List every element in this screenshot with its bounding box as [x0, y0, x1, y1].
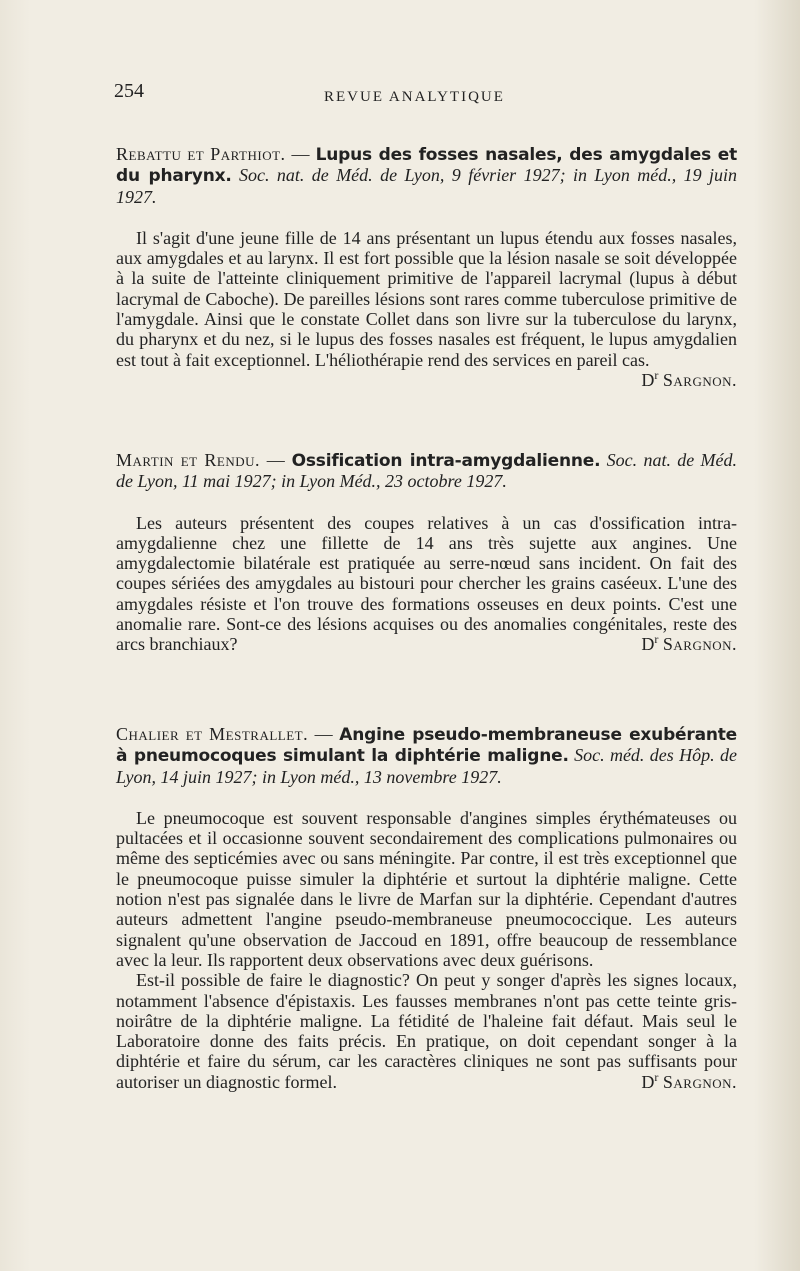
- article-body: [116, 227, 737, 390]
- page-shadow-right: [754, 0, 800, 1271]
- article-title: Ossification intra-amygdalienne.: [291, 451, 601, 471]
- article-signature: $D^r$ Sargnon.: [641, 367, 737, 390]
- article-title: Angine pseudo-membraneuse exubérante à pneumocoques simulant la diphtérie maligne.: [116, 725, 737, 767]
- article-authors: Martin et Rendu. —: [116, 450, 286, 470]
- article-reference: Soc. nat. de Méd. de Lyon, 9 février 1927; in Lyon méd., 19 juin 1927.: [116, 165, 737, 207]
- article-reference: Soc. nat. de Méd. de Lyon, 11 mai 1927; in Lyon Méd., 23 octobre 1927.: [116, 450, 738, 492]
- article-body: [116, 513, 737, 655]
- article-reference: Soc. méd. des Hôp. de Lyon, 14 juin 1927; in Lyon méd., 13 novembre 1927.: [116, 745, 738, 787]
- article-citation: [116, 724, 737, 787]
- article-body-text: Les auteurs présentent des coupes relatives à un cas d'ossification intra-amygdalienne chez une fillette de 14 ans très sujette aux angines. Une amygdalectomie bilatérale est pratiquée au serre-nœud sans incident. On fait des coupes sériées des amygdales au bistouri pour chercher les grains caséeux. L'une des amygdales résiste et l'on trouve des formations osseuses en deux points. C'est une anomalie rare. Sont-ce des lésions acquises ou des anomalies congénitales, reste des arcs branchiaux?: [116, 512, 737, 655]
- article-lupus: [116, 144, 737, 390]
- article-body-text: Le pneumocoque est souvent responsable d'angines simples érythémateuses ou pultacées et il occasionne souvent secondairement des complications pulmonaires ou même des septicémies avec ou sans méningite. Par contre, il est très exceptionnel que le pneumocoque puisse simuler la diphtérie et surtout la diphtérie maligne. Cette notion n'est pas signalée dans le livre de Marfan sur la diphtérie. Cependant d'autres auteurs admettent l'angine pseudo-membraneuse pneumococcique. Les auteurs signalent qu'une observation de Jaccoud en 1891, offre beaucoup de ressemblance avec la leur. Ils rapportent deux observations avec deux guérisons.: [116, 807, 737, 970]
- running-head: REVUE ANALYTIQUE: [324, 89, 505, 105]
- article-authors: Chalier et Mestrallet. —: [116, 724, 334, 744]
- page-header: [114, 80, 734, 110]
- article-ossification: [116, 450, 737, 655]
- article-citation: [116, 450, 737, 492]
- article-signature: $D^r$ Sargnon.: [641, 1069, 737, 1092]
- article-signature: $D^r$ Sargnon.: [641, 632, 737, 655]
- article-body-second-paragraph: [116, 970, 737, 1092]
- article-title: Lupus des fosses nasales, des amygdales et du pharynx.: [116, 145, 737, 187]
- article-citation: [116, 144, 737, 207]
- article-body: [116, 808, 737, 970]
- article-body-text: Est-il possible de faire le diagnostic? On peut y songer d'après les signes locaux, notamment l'absence d'épistaxis. Les fausses membranes n'ont pas cette teinte gris-noirâtre de la diphtérie maligne. La fétidité de l'haleine fait défaut. Mais seul le Laboratoire donne des faits précis. En pratique, on doit cependant songer à la diphtérie et faire du sérum, car les caractères cliniques ne sont pas suffisants pour autoriser un diagnostic formel.: [116, 970, 737, 1092]
- article-angine: [116, 724, 737, 1092]
- article-body-text: Il s'agit d'une jeune fille de 14 ans présentant un lupus étendu aux fosses nasales, aux amygdales et au larynx. Il est fort possible que la lésion nasale se soit développée à la suite de l'atteinte cliniquement primitive de l'appareil lacrymal (lupus à début lacrymal de Caboche). De pareilles lésions sont rares comme tuberculose primitive de l'amygdale. Ainsi que le constate Collet dans son livre sur la tuberculose du larynx, du pharynx et du nez, si le lupus des fosses nasales est fréquent, le lupus amygdalien est tout à fait exceptionnel. L'héliothérapie rend des services en pareil cas.: [116, 227, 737, 370]
- article-authors: Rebattu et Parthiot. —: [116, 144, 311, 164]
- page-shadow-left: [0, 0, 30, 1271]
- page-number: 254: [114, 80, 144, 102]
